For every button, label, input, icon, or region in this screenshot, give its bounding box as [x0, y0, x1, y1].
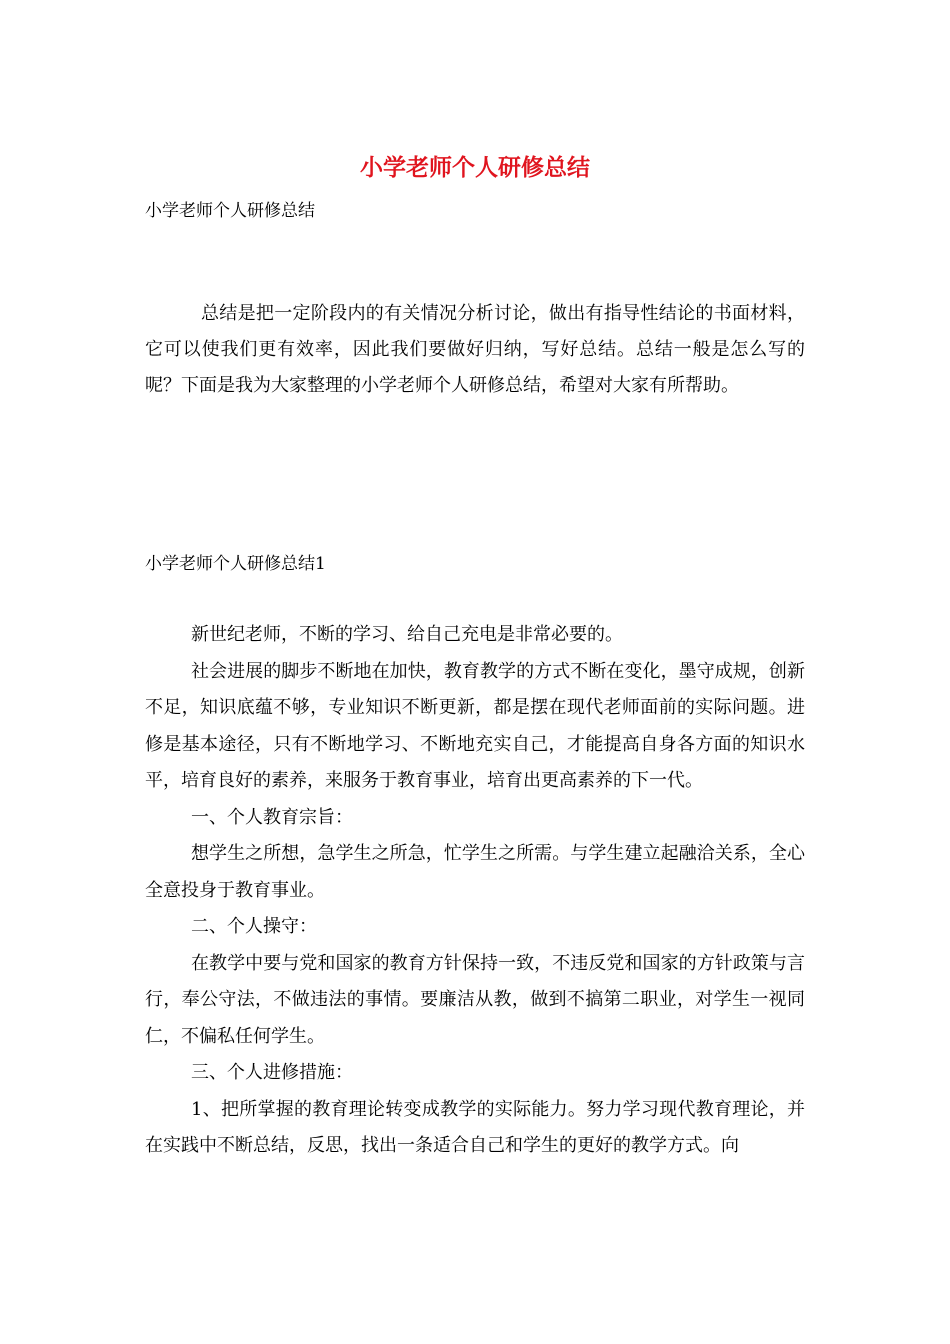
subheading: 三、个人进修措施： [191, 1062, 353, 1083]
document-title: 小学老师个人研修总结 [360, 154, 590, 181]
paragraph: 1、把所掌握的教育理论转变成教学的实际能力。努力学习现代教育理论，并在实践中不断总结，反思，找出一条适合自己和学生的更好的教学方式。向 [145, 1098, 805, 1156]
subheading: 二、个人操守： [191, 916, 317, 937]
document-subtitle: 小学老师个人研修总结 [145, 201, 315, 221]
paragraph: 新世纪老师，不断的学习、给自己充电是非常必要的。 [191, 624, 623, 645]
section-content [145, 617, 805, 1165]
paragraph: 想学生之所想，急学生之所急，忙学生之所需。与学生建立起融洽关系，全心全意投身于教育事业。 [145, 843, 805, 901]
paragraph: 在教学中要与党和国家的教育方针保持一致，不违反党和国家的方针政策与言行，奉公守法，不做违法的事情。要廉洁从教，做到不搞第二职业，对学生一视同仁，不偏私任何学生。 [145, 952, 805, 1047]
paragraph: 社会进展的脚步不断地在加快，教育教学的方式不断在变化，墨守成规，创新不足，知识底蕴不够，专业知识不断更新，都是摆在现代老师面前的实际问题。进修是基本途径，只有不断地学习、不断地充实自己，才能提高自身各方面的知识水平，培育良好的素养，来服务于教育事业，培育出更高素养的下一代。 [145, 660, 805, 791]
subheading: 一、个人教育宗旨： [191, 806, 353, 828]
intro-paragraph: 总结是把一定阶段内的有关情况分析讨论，做出有指导性结论的书面材料，它可以使我们更有效率，因此我们要做好归纳，写好总结。总结一般是怎么写的呢？下面是我为大家整理的小学老师个人研修总结，希望对大家有所帮助。 [145, 303, 805, 396]
section-heading: 小学老师个人研修总结1 [145, 554, 326, 574]
